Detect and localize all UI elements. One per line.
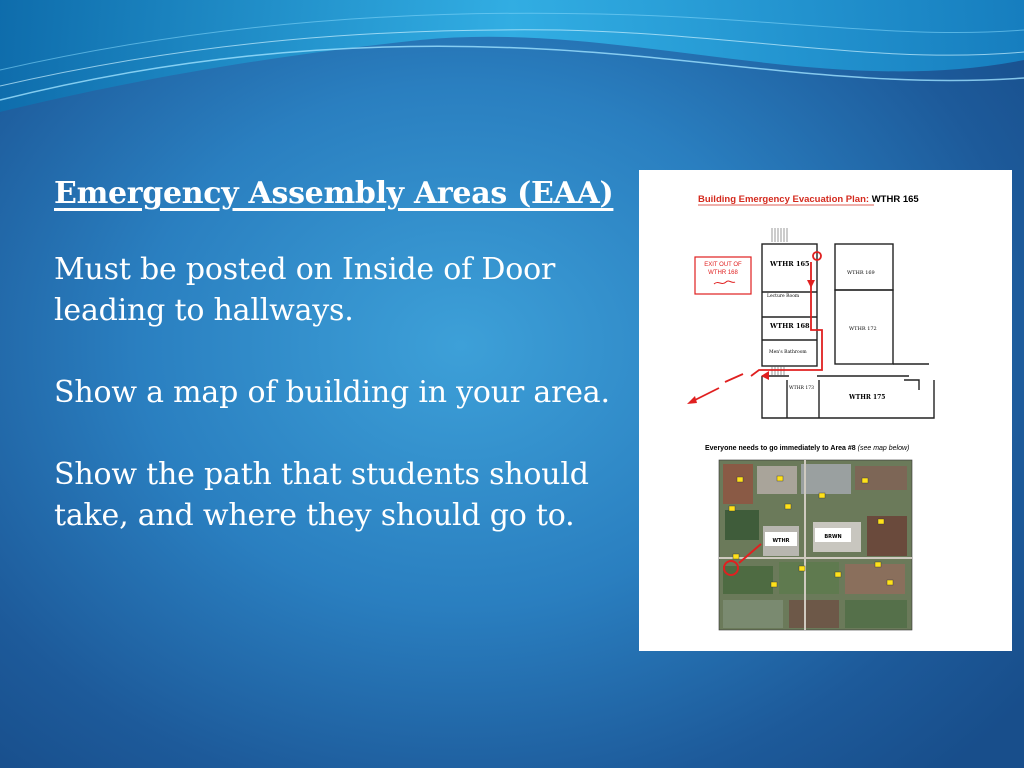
exit-label-line2: WTHR 168 bbox=[708, 270, 738, 276]
room-wthr172: WTHR 172 bbox=[849, 326, 877, 332]
room-wthr168: WTHR 168 bbox=[770, 322, 810, 330]
room-wthr175: WTHR 175 bbox=[849, 394, 886, 401]
paragraph-posting: Must be posted on Inside of Door leading to hallways. bbox=[54, 252, 556, 328]
room-wthr165: WTHR 165 bbox=[770, 260, 810, 268]
aerial-map bbox=[719, 460, 912, 630]
slide-heading: Emergency Assembly Areas (EAA) bbox=[54, 176, 614, 211]
room-wthr169: WTHR 169 bbox=[847, 270, 875, 276]
map-label-brwn: BRWN bbox=[824, 534, 842, 540]
paragraph-path: Show the path that students should take, and where they should go to. bbox=[54, 457, 589, 533]
area-instruction: Everyone needs to go immediately to Area #8 (see map below) bbox=[705, 445, 910, 452]
map-label-wthr: WTHR bbox=[772, 538, 790, 544]
evacuation-plan-drawing bbox=[639, 170, 1012, 651]
exit-label-line1: EXIT OUT OF bbox=[704, 262, 742, 268]
paragraph-map: Show a map of building in your area. bbox=[54, 375, 610, 410]
decorative-wave bbox=[0, 0, 1024, 130]
evacuation-plan-image bbox=[639, 170, 1012, 651]
text-content bbox=[54, 176, 614, 577]
plan-title: Building Emergency Evacuation Plan: WTHR 165 bbox=[698, 194, 919, 205]
room-lecture: Lecture Room bbox=[767, 294, 800, 299]
room-mens: Men's Bathroom bbox=[769, 350, 807, 355]
room-wthr173: WTHR 173 bbox=[789, 386, 814, 391]
